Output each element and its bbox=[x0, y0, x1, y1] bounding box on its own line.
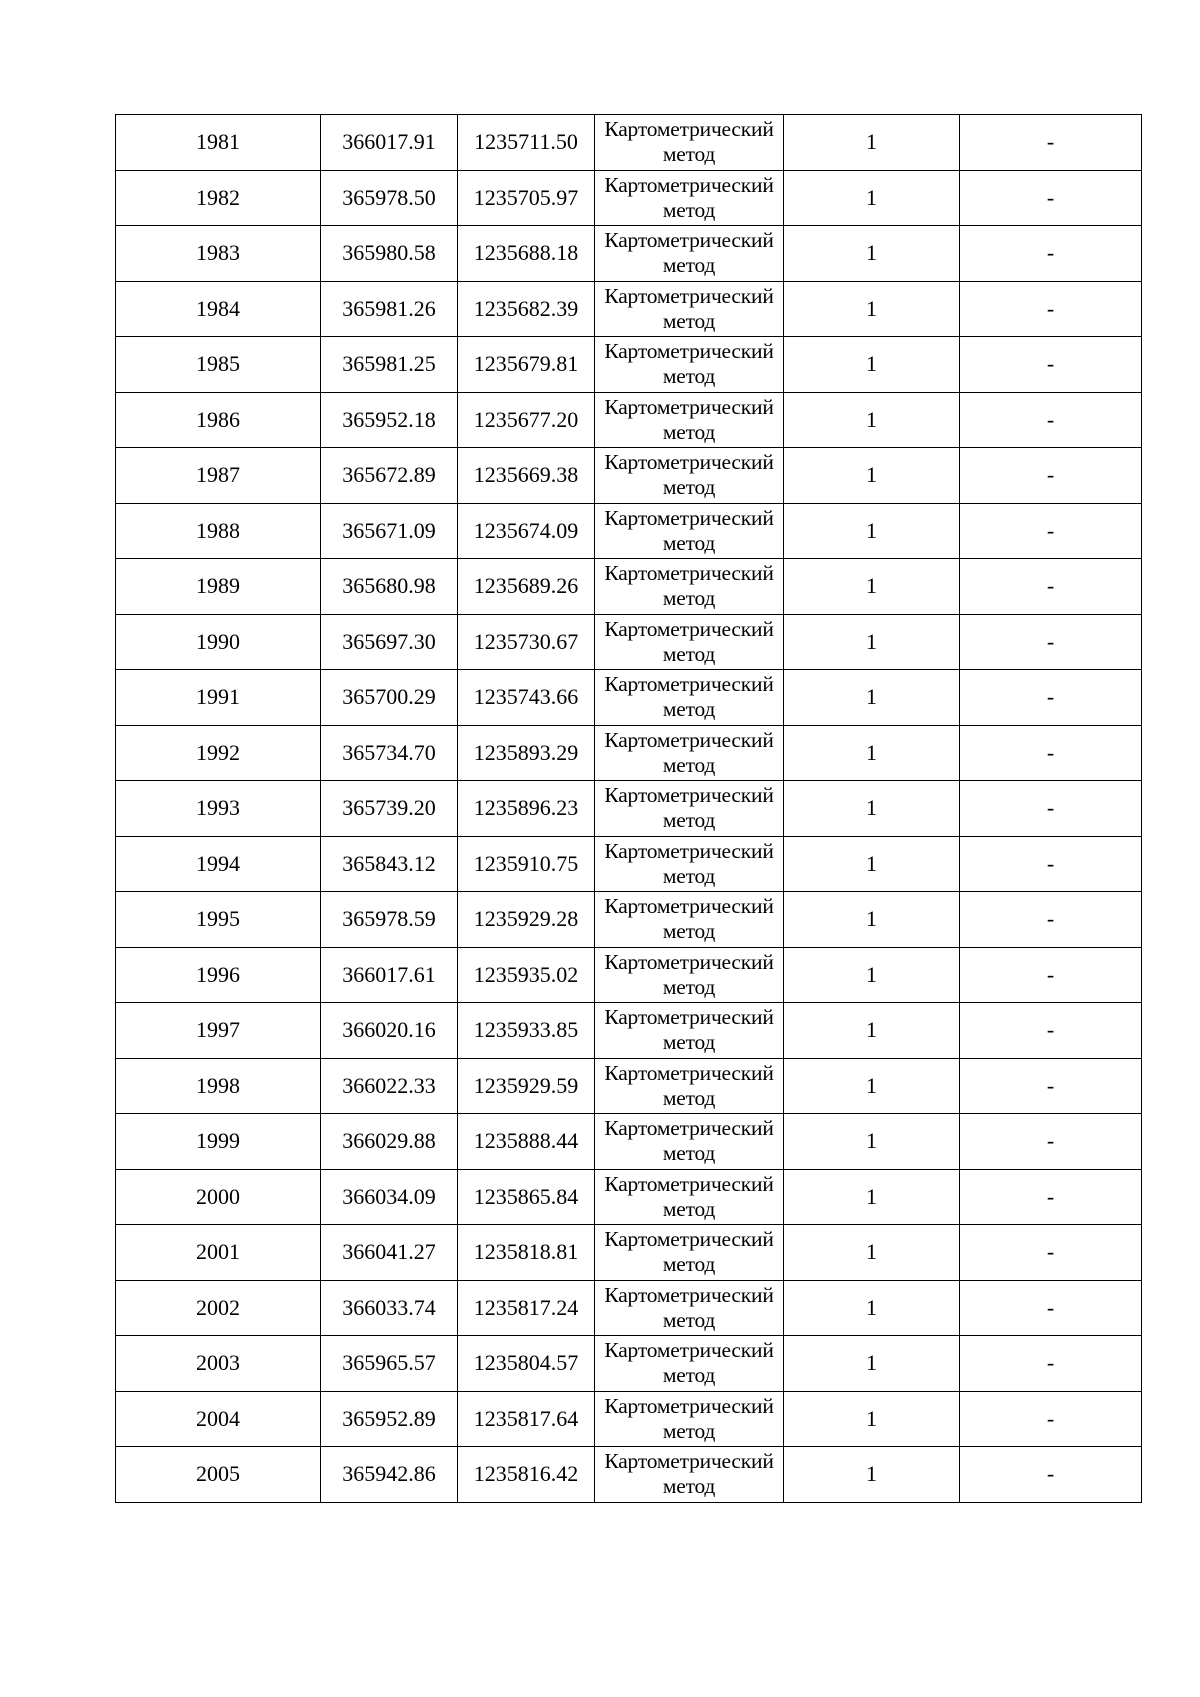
point-number-cell: 1982 bbox=[116, 170, 321, 226]
y-coordinate-cell: 1235893.29 bbox=[458, 725, 595, 781]
method-cell: Картометрический метод bbox=[595, 892, 784, 948]
x-coordinate-cell: 366033.74 bbox=[321, 1280, 458, 1336]
method-cell: Картометрический метод bbox=[595, 448, 784, 504]
table-row bbox=[116, 836, 1142, 892]
description-cell: - bbox=[960, 115, 1142, 171]
accuracy-cell: 1 bbox=[784, 947, 960, 1003]
table-row bbox=[116, 448, 1142, 504]
x-coordinate-cell: 365981.26 bbox=[321, 281, 458, 337]
method-cell: Картометрический метод bbox=[595, 836, 784, 892]
accuracy-cell: 1 bbox=[784, 836, 960, 892]
method-cell: Картометрический метод bbox=[595, 115, 784, 171]
point-number-cell: 2005 bbox=[116, 1447, 321, 1503]
x-coordinate-cell: 365739.20 bbox=[321, 781, 458, 837]
y-coordinate-cell: 1235689.26 bbox=[458, 559, 595, 615]
method-cell: Картометрический метод bbox=[595, 1003, 784, 1059]
point-number-cell: 1981 bbox=[116, 115, 321, 171]
accuracy-cell: 1 bbox=[784, 337, 960, 393]
description-cell: - bbox=[960, 781, 1142, 837]
description-cell: - bbox=[960, 1336, 1142, 1392]
y-coordinate-cell: 1235688.18 bbox=[458, 226, 595, 282]
description-cell: - bbox=[960, 448, 1142, 504]
method-cell: Картометрический метод bbox=[595, 1391, 784, 1447]
table-row bbox=[116, 1058, 1142, 1114]
y-coordinate-cell: 1235910.75 bbox=[458, 836, 595, 892]
description-cell: - bbox=[960, 1225, 1142, 1281]
x-coordinate-cell: 365942.86 bbox=[321, 1447, 458, 1503]
accuracy-cell: 1 bbox=[784, 614, 960, 670]
point-number-cell: 1984 bbox=[116, 281, 321, 337]
x-coordinate-cell: 366017.91 bbox=[321, 115, 458, 171]
accuracy-cell: 1 bbox=[784, 1280, 960, 1336]
point-number-cell: 1998 bbox=[116, 1058, 321, 1114]
point-number-cell: 1997 bbox=[116, 1003, 321, 1059]
description-cell: - bbox=[960, 1169, 1142, 1225]
x-coordinate-cell: 365952.89 bbox=[321, 1391, 458, 1447]
description-cell: - bbox=[960, 947, 1142, 1003]
method-cell: Картометрический метод bbox=[595, 392, 784, 448]
accuracy-cell: 1 bbox=[784, 1169, 960, 1225]
point-number-cell: 1995 bbox=[116, 892, 321, 948]
table-row bbox=[116, 337, 1142, 393]
description-cell: - bbox=[960, 392, 1142, 448]
coordinates-table bbox=[115, 114, 1142, 1503]
x-coordinate-cell: 365978.50 bbox=[321, 170, 458, 226]
y-coordinate-cell: 1235705.97 bbox=[458, 170, 595, 226]
accuracy-cell: 1 bbox=[784, 226, 960, 282]
description-cell: - bbox=[960, 725, 1142, 781]
description-cell: - bbox=[960, 503, 1142, 559]
accuracy-cell: 1 bbox=[784, 1225, 960, 1281]
accuracy-cell: 1 bbox=[784, 559, 960, 615]
y-coordinate-cell: 1235816.42 bbox=[458, 1447, 595, 1503]
y-coordinate-cell: 1235743.66 bbox=[458, 670, 595, 726]
method-cell: Картометрический метод bbox=[595, 1447, 784, 1503]
point-number-cell: 1991 bbox=[116, 670, 321, 726]
y-coordinate-cell: 1235933.85 bbox=[458, 1003, 595, 1059]
table-row bbox=[116, 503, 1142, 559]
accuracy-cell: 1 bbox=[784, 1058, 960, 1114]
point-number-cell: 1999 bbox=[116, 1114, 321, 1170]
y-coordinate-cell: 1235935.02 bbox=[458, 947, 595, 1003]
point-number-cell: 1985 bbox=[116, 337, 321, 393]
accuracy-cell: 1 bbox=[784, 725, 960, 781]
method-cell: Картометрический метод bbox=[595, 281, 784, 337]
table-row bbox=[116, 1336, 1142, 1392]
method-cell: Картометрический метод bbox=[595, 1280, 784, 1336]
method-cell: Картометрический метод bbox=[595, 947, 784, 1003]
accuracy-cell: 1 bbox=[784, 1447, 960, 1503]
x-coordinate-cell: 366034.09 bbox=[321, 1169, 458, 1225]
y-coordinate-cell: 1235679.81 bbox=[458, 337, 595, 393]
table-row bbox=[116, 892, 1142, 948]
table-row bbox=[116, 1003, 1142, 1059]
x-coordinate-cell: 366029.88 bbox=[321, 1114, 458, 1170]
description-cell: - bbox=[960, 1391, 1142, 1447]
x-coordinate-cell: 365980.58 bbox=[321, 226, 458, 282]
x-coordinate-cell: 365965.57 bbox=[321, 1336, 458, 1392]
method-cell: Картометрический метод bbox=[595, 1225, 784, 1281]
description-cell: - bbox=[960, 1447, 1142, 1503]
y-coordinate-cell: 1235682.39 bbox=[458, 281, 595, 337]
y-coordinate-cell: 1235817.64 bbox=[458, 1391, 595, 1447]
accuracy-cell: 1 bbox=[784, 170, 960, 226]
method-cell: Картометрический метод bbox=[595, 503, 784, 559]
point-number-cell: 1986 bbox=[116, 392, 321, 448]
table-row bbox=[116, 670, 1142, 726]
accuracy-cell: 1 bbox=[784, 1336, 960, 1392]
table-row bbox=[116, 226, 1142, 282]
coordinates-table-body bbox=[116, 115, 1142, 1503]
x-coordinate-cell: 366022.33 bbox=[321, 1058, 458, 1114]
description-cell: - bbox=[960, 836, 1142, 892]
description-cell: - bbox=[960, 559, 1142, 615]
x-coordinate-cell: 366020.16 bbox=[321, 1003, 458, 1059]
method-cell: Картометрический метод bbox=[595, 170, 784, 226]
table-row bbox=[116, 1391, 1142, 1447]
x-coordinate-cell: 365981.25 bbox=[321, 337, 458, 393]
accuracy-cell: 1 bbox=[784, 1114, 960, 1170]
point-number-cell: 1989 bbox=[116, 559, 321, 615]
y-coordinate-cell: 1235888.44 bbox=[458, 1114, 595, 1170]
description-cell: - bbox=[960, 1114, 1142, 1170]
method-cell: Картометрический метод bbox=[595, 226, 784, 282]
description-cell: - bbox=[960, 1280, 1142, 1336]
table-row bbox=[116, 947, 1142, 1003]
table-row bbox=[116, 281, 1142, 337]
method-cell: Картометрический метод bbox=[595, 781, 784, 837]
accuracy-cell: 1 bbox=[784, 503, 960, 559]
method-cell: Картометрический метод bbox=[595, 1058, 784, 1114]
description-cell: - bbox=[960, 226, 1142, 282]
x-coordinate-cell: 365671.09 bbox=[321, 503, 458, 559]
accuracy-cell: 1 bbox=[784, 892, 960, 948]
y-coordinate-cell: 1235677.20 bbox=[458, 392, 595, 448]
table-row bbox=[116, 1280, 1142, 1336]
description-cell: - bbox=[960, 170, 1142, 226]
description-cell: - bbox=[960, 892, 1142, 948]
accuracy-cell: 1 bbox=[784, 281, 960, 337]
table-row bbox=[116, 614, 1142, 670]
y-coordinate-cell: 1235818.81 bbox=[458, 1225, 595, 1281]
description-cell: - bbox=[960, 337, 1142, 393]
method-cell: Картометрический метод bbox=[595, 614, 784, 670]
table-row bbox=[116, 170, 1142, 226]
x-coordinate-cell: 365952.18 bbox=[321, 392, 458, 448]
accuracy-cell: 1 bbox=[784, 670, 960, 726]
point-number-cell: 1983 bbox=[116, 226, 321, 282]
method-cell: Картометрический метод bbox=[595, 559, 784, 615]
table-row bbox=[116, 1225, 1142, 1281]
description-cell: - bbox=[960, 1003, 1142, 1059]
x-coordinate-cell: 365697.30 bbox=[321, 614, 458, 670]
x-coordinate-cell: 365680.98 bbox=[321, 559, 458, 615]
x-coordinate-cell: 365734.70 bbox=[321, 725, 458, 781]
method-cell: Картометрический метод bbox=[595, 1336, 784, 1392]
y-coordinate-cell: 1235669.38 bbox=[458, 448, 595, 504]
accuracy-cell: 1 bbox=[784, 781, 960, 837]
y-coordinate-cell: 1235817.24 bbox=[458, 1280, 595, 1336]
x-coordinate-cell: 366017.61 bbox=[321, 947, 458, 1003]
table-row bbox=[116, 115, 1142, 171]
method-cell: Картометрический метод bbox=[595, 337, 784, 393]
y-coordinate-cell: 1235865.84 bbox=[458, 1169, 595, 1225]
accuracy-cell: 1 bbox=[784, 1003, 960, 1059]
point-number-cell: 2004 bbox=[116, 1391, 321, 1447]
x-coordinate-cell: 365843.12 bbox=[321, 836, 458, 892]
point-number-cell: 2001 bbox=[116, 1225, 321, 1281]
accuracy-cell: 1 bbox=[784, 392, 960, 448]
point-number-cell: 1996 bbox=[116, 947, 321, 1003]
point-number-cell: 2002 bbox=[116, 1280, 321, 1336]
method-cell: Картометрический метод bbox=[595, 1114, 784, 1170]
point-number-cell: 1987 bbox=[116, 448, 321, 504]
point-number-cell: 1993 bbox=[116, 781, 321, 837]
point-number-cell: 1994 bbox=[116, 836, 321, 892]
y-coordinate-cell: 1235929.28 bbox=[458, 892, 595, 948]
y-coordinate-cell: 1235804.57 bbox=[458, 1336, 595, 1392]
method-cell: Картометрический метод bbox=[595, 670, 784, 726]
point-number-cell: 1990 bbox=[116, 614, 321, 670]
description-cell: - bbox=[960, 281, 1142, 337]
description-cell: - bbox=[960, 614, 1142, 670]
table-row bbox=[116, 1169, 1142, 1225]
y-coordinate-cell: 1235929.59 bbox=[458, 1058, 595, 1114]
point-number-cell: 1992 bbox=[116, 725, 321, 781]
table-row bbox=[116, 781, 1142, 837]
accuracy-cell: 1 bbox=[784, 1391, 960, 1447]
table-row bbox=[116, 392, 1142, 448]
accuracy-cell: 1 bbox=[784, 115, 960, 171]
x-coordinate-cell: 365672.89 bbox=[321, 448, 458, 504]
description-cell: - bbox=[960, 670, 1142, 726]
y-coordinate-cell: 1235896.23 bbox=[458, 781, 595, 837]
point-number-cell: 2000 bbox=[116, 1169, 321, 1225]
point-number-cell: 2003 bbox=[116, 1336, 321, 1392]
x-coordinate-cell: 365700.29 bbox=[321, 670, 458, 726]
accuracy-cell: 1 bbox=[784, 448, 960, 504]
y-coordinate-cell: 1235730.67 bbox=[458, 614, 595, 670]
point-number-cell: 1988 bbox=[116, 503, 321, 559]
y-coordinate-cell: 1235674.09 bbox=[458, 503, 595, 559]
table-row bbox=[116, 725, 1142, 781]
table-row bbox=[116, 1114, 1142, 1170]
description-cell: - bbox=[960, 1058, 1142, 1114]
x-coordinate-cell: 365978.59 bbox=[321, 892, 458, 948]
y-coordinate-cell: 1235711.50 bbox=[458, 115, 595, 171]
method-cell: Картометрический метод bbox=[595, 725, 784, 781]
method-cell: Картометрический метод bbox=[595, 1169, 784, 1225]
x-coordinate-cell: 366041.27 bbox=[321, 1225, 458, 1281]
table-row bbox=[116, 1447, 1142, 1503]
table-row bbox=[116, 559, 1142, 615]
